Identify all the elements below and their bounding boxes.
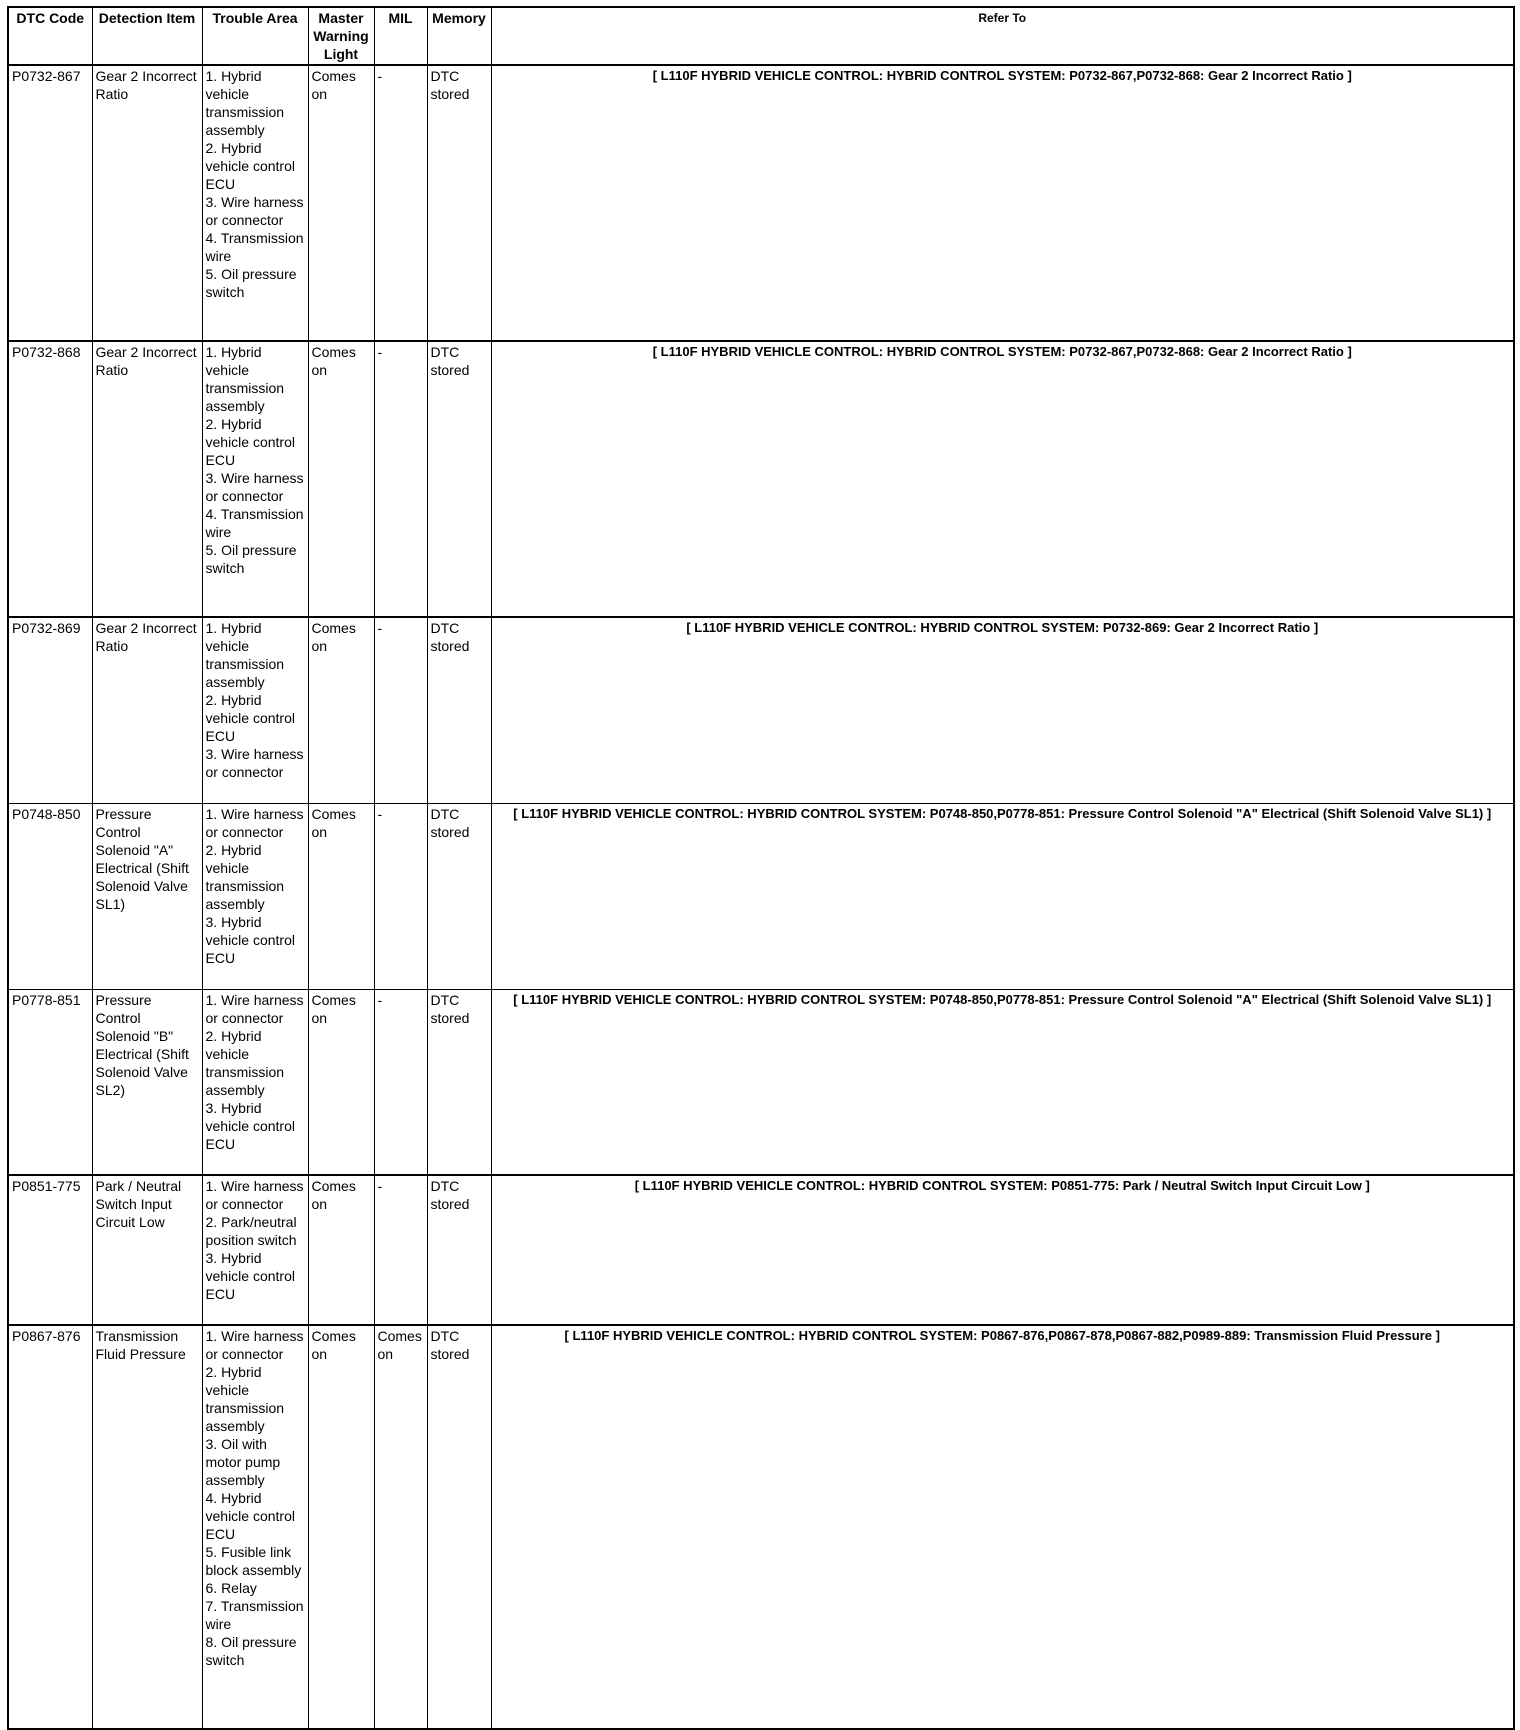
memory-cell: DTC stored (427, 65, 491, 341)
master-warning-cell: Comes on (308, 803, 374, 989)
master-warning-cell: Comes on (308, 989, 374, 1175)
trouble-area-cell (202, 617, 308, 803)
table-row (8, 1175, 1514, 1325)
table-row (8, 617, 1514, 803)
refer-to-link[interactable]: [ L110F HYBRID VEHICLE CONTROL: HYBRID CONTROL SYSTEM: P0732-867,P0732-868: Gear 2 Incorrect Ratio ] (491, 65, 1514, 341)
master-warning-cell: Comes on (308, 341, 374, 617)
detection-item-cell: Park / Neutral Switch Input Circuit Low (92, 1175, 202, 1325)
mil-cell: Comes on (374, 1325, 427, 1729)
trouble-area-item: 3. Wire harness or connector (205, 746, 304, 780)
trouble-area-item: 2. Hybrid vehicle control ECU (205, 692, 295, 744)
mil-cell: - (374, 803, 427, 989)
header-trouble-area: Trouble Area (202, 7, 308, 65)
trouble-area-item: 1. Hybrid vehicle transmission assembly (205, 344, 285, 414)
trouble-area-item: 3. Hybrid vehicle control ECU (205, 913, 295, 966)
dtc-code-cell: P0732-869 (8, 617, 92, 803)
dtc-code-cell: P0867-876 (8, 1325, 92, 1729)
trouble-area-item: 5. Oil pressure switch (205, 266, 297, 300)
dtc-code-cell: P0851-775 (8, 1175, 92, 1325)
trouble-area-item: 3. Wire harness or connector (205, 470, 304, 504)
trouble-area-item: 2. Hybrid vehicle transmission assembly (205, 841, 285, 912)
trouble-area-cell (202, 1325, 308, 1729)
trouble-area-cell (202, 803, 308, 989)
trouble-area-item: 7. Transmission wire (205, 1598, 304, 1632)
trouble-area-item: 4. Hybrid vehicle control ECU (205, 1490, 295, 1542)
mil-cell: - (374, 65, 427, 341)
detection-item-cell: Gear 2 Incorrect Ratio (92, 617, 202, 803)
memory-cell: DTC stored (427, 617, 491, 803)
trouble-area-item: 5. Fusible link block assembly (205, 1544, 302, 1578)
trouble-area-item: 2. Hybrid vehicle control ECU (205, 416, 295, 468)
refer-to-link[interactable]: [ L110F HYBRID VEHICLE CONTROL: HYBRID CONTROL SYSTEM: P0748-850,P0778-851: Pressure Control Solenoid "A" Electrical (Shift Solenoid Valve SL1) ] (491, 989, 1514, 1175)
trouble-area-item: 1. Wire harness or connector (205, 805, 304, 840)
master-warning-cell: Comes on (308, 65, 374, 341)
dtc-code-cell: P0732-867 (8, 65, 92, 341)
trouble-area-item: 4. Transmission wire (205, 506, 304, 540)
dtc-code-cell: P0748-850 (8, 803, 92, 989)
detection-item-cell: Pressure Control Solenoid "A" Electrical (Shift Solenoid Valve SL1) (92, 803, 202, 989)
memory-cell: DTC stored (427, 1175, 491, 1325)
table-row (8, 65, 1514, 341)
memory-cell: DTC stored (427, 1325, 491, 1729)
header-memory: Memory (427, 7, 491, 65)
trouble-area-item: 2. Hybrid vehicle transmission assembly (205, 1364, 285, 1434)
mil-cell: - (374, 1175, 427, 1325)
trouble-area-item: 1. Hybrid vehicle transmission assembly (205, 68, 285, 138)
trouble-area-item: 8. Oil pressure switch (205, 1634, 297, 1668)
dtc-code-cell: P0732-868 (8, 341, 92, 617)
trouble-area-item: 4. Transmission wire (205, 230, 304, 264)
refer-to-link[interactable]: [ L110F HYBRID VEHICLE CONTROL: HYBRID CONTROL SYSTEM: P0748-850,P0778-851: Pressure Control Solenoid "A" Electrical (Shift Solenoid Valve SL1) ] (491, 803, 1514, 989)
trouble-area-item: 5. Oil pressure switch (205, 542, 297, 576)
trouble-area-item: 1. Wire harness or connector (205, 991, 304, 1026)
trouble-area-item: 1. Wire harness or connector (205, 1178, 304, 1212)
detection-item-cell: Gear 2 Incorrect Ratio (92, 341, 202, 617)
memory-cell: DTC stored (427, 989, 491, 1175)
trouble-area-item: 3. Wire harness or connector (205, 194, 304, 228)
master-warning-cell: Comes on (308, 1325, 374, 1729)
trouble-area-item: 6. Relay (205, 1580, 257, 1596)
mil-cell: - (374, 341, 427, 617)
table-row (8, 803, 1514, 989)
header-mil: MIL (374, 7, 427, 65)
dtc-table (7, 6, 1515, 1730)
header-row (8, 7, 1514, 65)
trouble-area-item: 2. Hybrid vehicle transmission assembly (205, 1027, 285, 1098)
refer-to-link[interactable]: [ L110F HYBRID VEHICLE CONTROL: HYBRID CONTROL SYSTEM: P0732-867,P0732-868: Gear 2 Incorrect Ratio ] (491, 341, 1514, 617)
trouble-area-item: 2. Hybrid vehicle control ECU (205, 140, 295, 192)
trouble-area-cell (202, 341, 308, 617)
trouble-area-item: 3. Hybrid vehicle control ECU (205, 1250, 295, 1302)
master-warning-cell: Comes on (308, 1175, 374, 1325)
mil-cell: - (374, 989, 427, 1175)
trouble-area-item: 2. Park/neutral position switch (205, 1214, 297, 1248)
trouble-area-item: 3. Hybrid vehicle control ECU (205, 1099, 295, 1152)
mil-cell: - (374, 617, 427, 803)
refer-to-link[interactable]: [ L110F HYBRID VEHICLE CONTROL: HYBRID CONTROL SYSTEM: P0867-876,P0867-878,P0867-882,P0989-889: Transmission Fluid Pressure ] (491, 1325, 1514, 1729)
detection-item-cell: Gear 2 Incorrect Ratio (92, 65, 202, 341)
master-warning-cell: Comes on (308, 617, 374, 803)
header-detection-item: Detection Item (92, 7, 202, 65)
dtc-code-cell: P0778-851 (8, 989, 92, 1175)
trouble-area-cell (202, 989, 308, 1175)
trouble-area-item: 3. Oil with motor pump assembly (205, 1436, 281, 1488)
trouble-area-cell (202, 1175, 308, 1325)
header-refer-to: Refer To (491, 7, 1514, 65)
trouble-area-cell (202, 65, 308, 341)
detection-item-cell: Pressure Control Solenoid "B" Electrical (Shift Solenoid Valve SL2) (92, 989, 202, 1175)
refer-to-link[interactable]: [ L110F HYBRID VEHICLE CONTROL: HYBRID CONTROL SYSTEM: P0851-775: Park / Neutral Switch Input Circuit Low ] (491, 1175, 1514, 1325)
header-master-warning-light: Master Warning Light (308, 7, 374, 65)
refer-to-link[interactable]: [ L110F HYBRID VEHICLE CONTROL: HYBRID CONTROL SYSTEM: P0732-869: Gear 2 Incorrect Ratio ] (491, 617, 1514, 803)
table-row (8, 989, 1514, 1175)
trouble-area-item: 1. Wire harness or connector (205, 1328, 304, 1362)
detection-item-cell: Transmission Fluid Pressure (92, 1325, 202, 1729)
trouble-area-item: 1. Hybrid vehicle transmission assembly (205, 620, 285, 690)
table-row (8, 341, 1514, 617)
memory-cell: DTC stored (427, 341, 491, 617)
memory-cell: DTC stored (427, 803, 491, 989)
table-row (8, 1325, 1514, 1729)
header-dtc-code: DTC Code (8, 7, 92, 65)
